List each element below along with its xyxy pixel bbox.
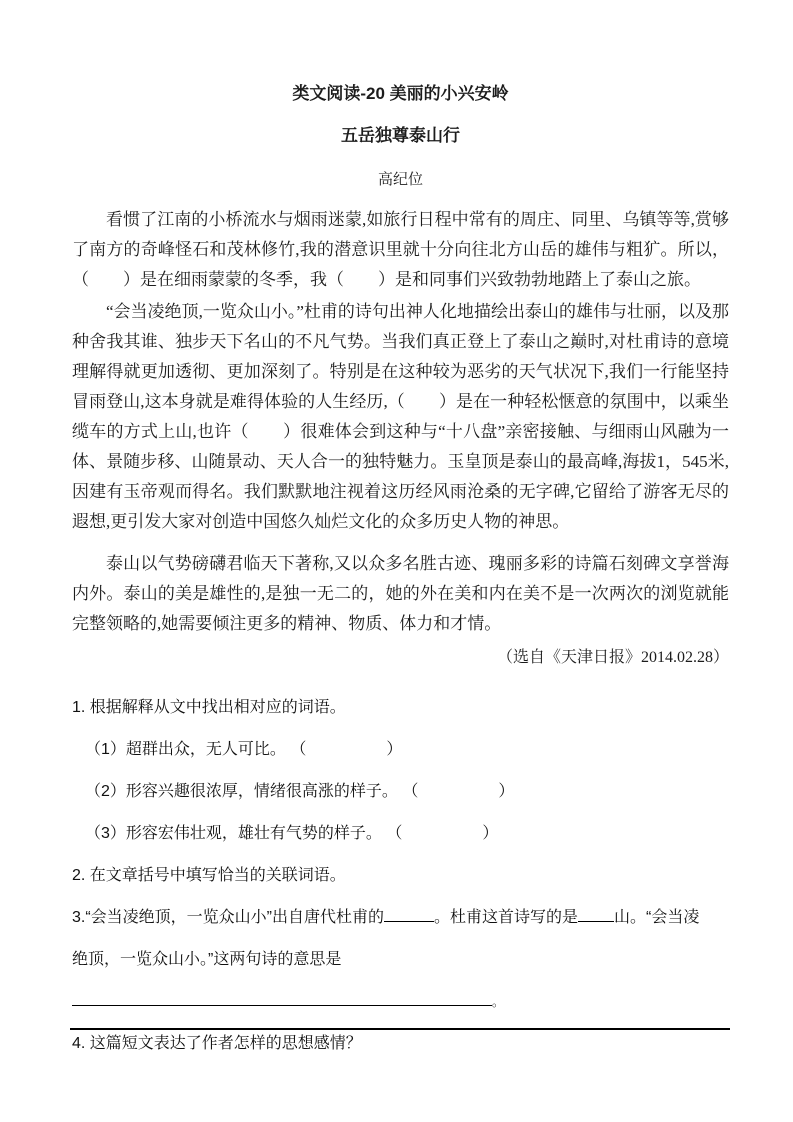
question-3-text: 绝顶，一览众山小。”这两句诗的意思是 xyxy=(72,951,342,968)
question-3-text: 3.“会当凌绝顶，一览众山小”出自唐代杜甫的 xyxy=(72,909,385,926)
source-attribution: （选自《天津日报》2014.02.28） xyxy=(496,649,729,666)
page-title: 类文阅读-20 美丽的小兴安岭 xyxy=(292,84,509,103)
question-2: 2. 在文章括号中填写恰当的关联词语。 xyxy=(72,867,346,884)
question-3-text: 山。“会当凌 xyxy=(614,909,700,926)
question-4: 4. 这篇短文表达了作者怎样的思想感情？ xyxy=(72,1035,362,1052)
question-1-item-1: （1）超群出众，无人可比。 （ ） xyxy=(85,741,403,758)
answer-blank xyxy=(384,904,434,922)
question-3-text: 。 xyxy=(492,995,505,1009)
article-paragraph: “会当凌绝顶,一览众山小。”杜甫的诗句出神人化地描绘出泰山的雄伟与壮丽，以及那种舍我其谁、独步天下名山的不凡气势。当我们真正登上了泰山之巅时,对杜甫诗的意境理解得就更加透彻、更加深刻了。特别是在这种较为恶劣的天气状况下,我们一行能坚持冒雨登山,这本身就是难得体验的人生经历,（ ）是在一种轻松惬意的氛围中，以乘坐缆车的方式上山,也许（ ）很难体会到这种与“十八盘”亲密接触、与细雨山风融为一体、景随步移、山随景动、天人合一的独特魅力。玉皇顶是泰山的最高峰,海拔1，545米,因建有玉帝观而得名。我们默默地注视着这历经风雨沧桑的无字碑,它留给了游客无尽的遐想,更引发大家对创造中国悠久灿烂文化的众多历史人物的神思。 xyxy=(72,302,729,531)
answer-blank xyxy=(578,904,614,922)
question-3 xyxy=(72,897,729,1023)
article-body xyxy=(72,205,729,639)
article-author: 高纪位 xyxy=(377,172,423,188)
question-1-item-2: （2）形容兴趣很浓厚，情绪很高涨的样子。 （ ） xyxy=(85,783,515,800)
answer-blank xyxy=(72,988,492,1006)
article-paragraph: 泰山以气势磅礴君临天下著称,又以众多名胜古迹、瑰丽多彩的诗篇石刻碑文享誉海内外。泰山的美是雄性的,是独一无二的，她的外在美和内在美不是一次两次的浏览就能完整领略的,她需要倾注更多的精神、物质、体力和才情。 xyxy=(72,554,729,633)
question-1-item-3: （3）形容宏伟壮观，雄壮有气势的样子。 （ ） xyxy=(85,825,499,842)
article-title: 五岳独尊泰山行 xyxy=(341,126,460,145)
question-3-text: 。杜甫这首诗写的是 xyxy=(434,909,579,926)
question-1: 1. 根据解释从文中找出相对应的词语。 xyxy=(72,699,346,716)
questions-section xyxy=(72,687,729,1065)
article-paragraph: 看惯了江南的小桥流水与烟雨迷蒙,如旅行日程中常有的周庄、同里、乌镇等等,赏够了南方的奇峰怪石和茂林修竹,我的潜意识里就十分向往北方山岳的雄伟与粗犷。所以，（ ）是在细雨蒙蒙的冬季，我（ ）是和同事们兴致勃勃地踏上了泰山之旅。 xyxy=(72,210,729,289)
footer-divider xyxy=(70,1028,730,1030)
